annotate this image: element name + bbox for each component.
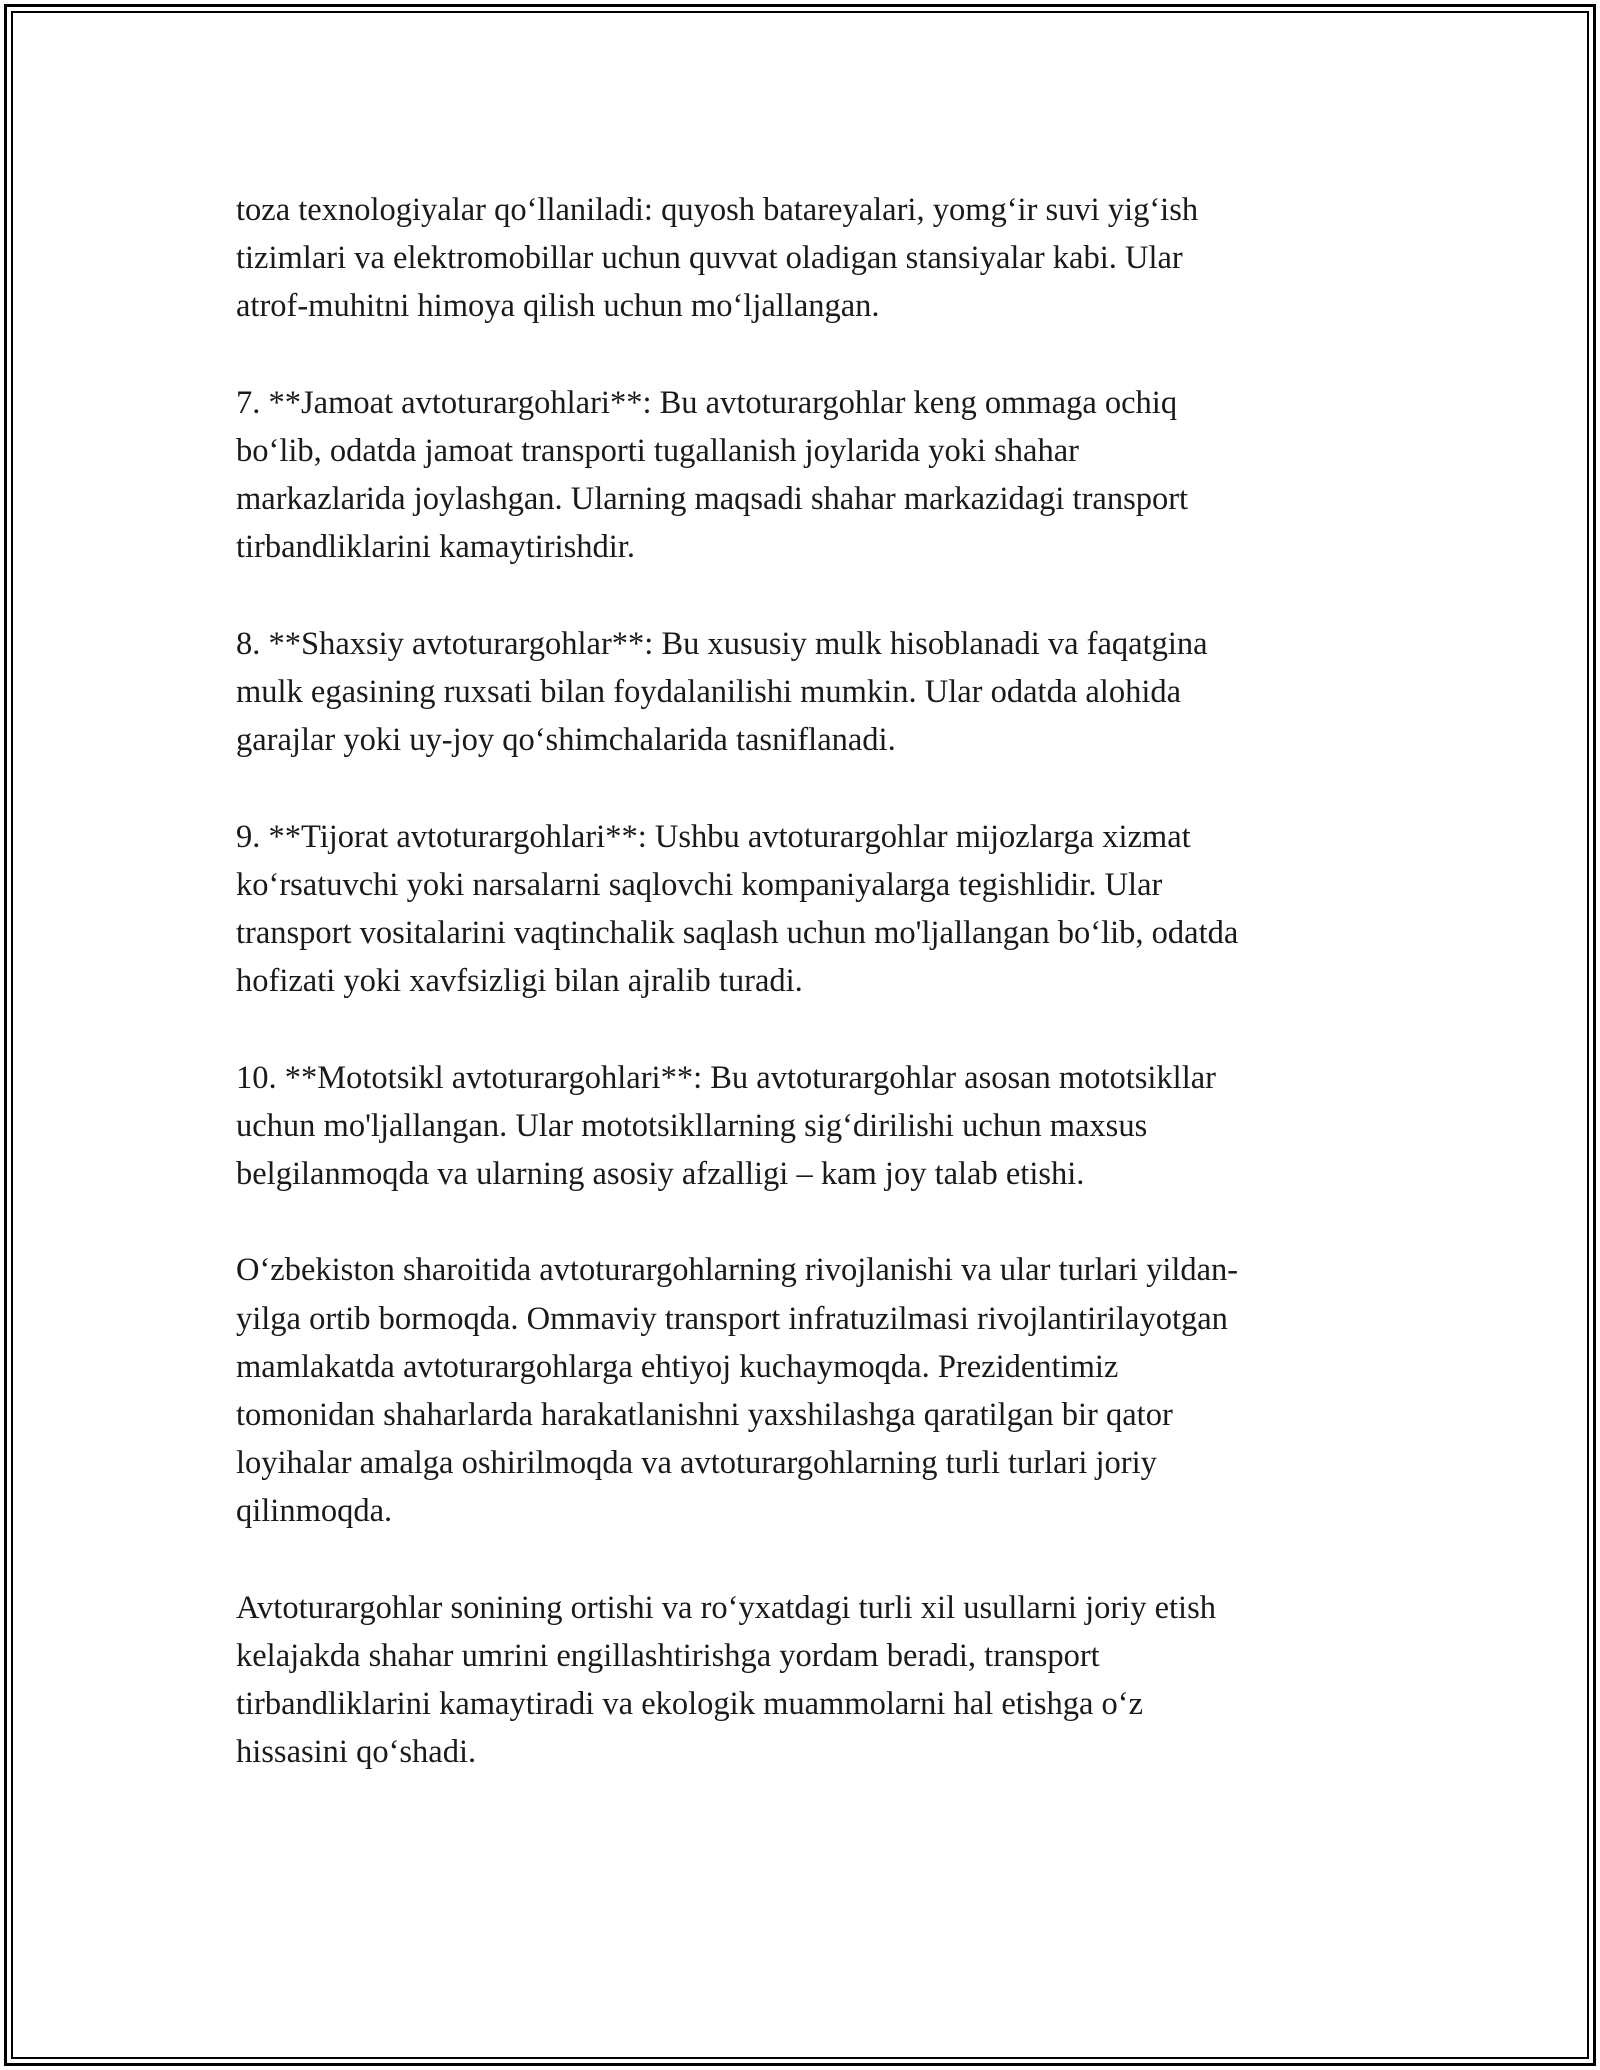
paragraph-motorcycle-parking bbox=[236, 1054, 1376, 1199]
paragraph-commercial-parking bbox=[236, 813, 1376, 1006]
text-line: mulk egasining ruxsati bilan foydalanilishi mumkin. Ular odatda alohida bbox=[236, 674, 1182, 710]
text-line: tizimlari va elektromobillar uchun quvvat oladigan stansiyalar kabi. Ular bbox=[236, 240, 1183, 277]
document-body bbox=[236, 186, 1376, 1825]
text-line: 10. **Mototsikl avtoturargohlari**: Bu avtoturargohlar asosan mototsikllar bbox=[236, 1059, 1216, 1096]
text-line: O‘zbekiston sharoitida avtoturargohlarning rivojlanishi va ular turlari yildan- bbox=[236, 1252, 1239, 1289]
text-line: bo‘lib, odatda jamoat transporti tugallanish joylarida yoki shahar bbox=[236, 433, 1079, 469]
text-line: atrof-muhitni himoya qilish uchun mo‘ljallangan. bbox=[236, 288, 880, 325]
paragraph-public-parking bbox=[236, 379, 1376, 572]
paragraph-uzbekistan-development bbox=[236, 1246, 1376, 1535]
text-line: 9. **Tijorat avtoturargohlari**: Ushbu avtoturargohlar mijozlarga xizmat bbox=[236, 818, 1191, 855]
text-line: qilinmoqda. bbox=[236, 1493, 393, 1530]
text-line: hofizati yoki xavfsizligi bilan ajralib turadi. bbox=[236, 963, 803, 1000]
text-line: markazlarida joylashgan. Ularning maqsadi shahar markazidagi transport bbox=[236, 481, 1189, 518]
paragraph-conclusion bbox=[236, 1584, 1376, 1777]
text-line: kelajakda shahar umrini engillashtirishga yordam beradi, transport bbox=[236, 1638, 1100, 1674]
text-line: tirbandliklarini kamaytiradi va ekologik muammolarni hal etishga o‘z bbox=[236, 1686, 1144, 1723]
text-line: uchun mo'ljallangan. Ular mototsikllarning sig‘dirilishi uchun maxsus bbox=[236, 1107, 1148, 1144]
text-line: loyihalar amalga oshirilmoqda va avtoturargohlarning turli turlari joriy bbox=[236, 1445, 1157, 1482]
text-line: tirbandliklarini kamaytirishdir. bbox=[236, 529, 635, 566]
paragraph-clean-technologies bbox=[236, 186, 1376, 331]
text-line: tomonidan shaharlarda harakatlanishni yaxshilashga qaratilgan bir qator bbox=[236, 1397, 1173, 1433]
text-line: Avtoturargohlar sonining ortishi va ro‘yxatdagi turli xil usullarni joriy etish bbox=[236, 1589, 1216, 1626]
text-line: ko‘rsatuvchi yoki narsalarni saqlovchi kompaniyalarga tegishlidir. Ular bbox=[236, 866, 1163, 903]
text-line: 8. **Shaxsiy avtoturargohlar**: Bu xususiy mulk hisoblanadi va faqatgina bbox=[236, 625, 1208, 662]
text-line: 7. **Jamoat avtoturargohlari**: Bu avtoturargohlar keng ommaga ochiq bbox=[236, 384, 1178, 421]
text-line: yilga ortib bormoqda. Ommaviy transport infratuzilmasi rivojlantirilayotgan bbox=[236, 1300, 1228, 1337]
paragraph-private-parking bbox=[236, 620, 1376, 765]
text-line: toza texnologiyalar qo‘llaniladi: quyosh batareyalari, yomg‘ir suvi yig‘ish bbox=[236, 192, 1199, 228]
text-line: hissasini qo‘shadi. bbox=[236, 1734, 477, 1771]
text-line: garajlar yoki uy-joy qo‘shimchalarida tasniflanadi. bbox=[236, 722, 896, 759]
text-line: transport vositalarini vaqtinchalik saqlash uchun mo'ljallangan bo‘lib, odatda bbox=[236, 915, 1239, 951]
text-line: mamlakatda avtoturargohlarga ehtiyoj kuchaymoqda. Prezidentimiz bbox=[236, 1348, 1119, 1385]
text-line: belgilanmoqda va ularning asosiy afzalligi – kam joy talab etishi. bbox=[236, 1156, 1085, 1192]
